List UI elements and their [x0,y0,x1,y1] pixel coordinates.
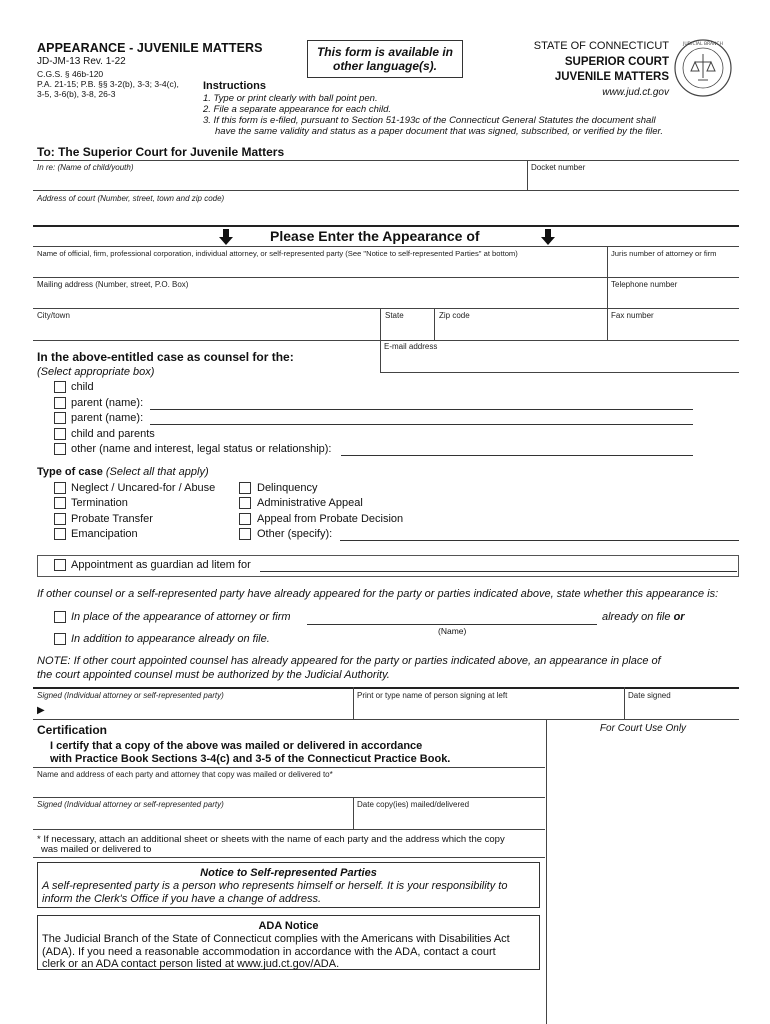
certification-heading: Certification [37,723,108,737]
print-name-label: Print or type name of person signing at left [357,691,508,700]
delinquency-checkbox[interactable] [239,482,251,494]
mailing-field[interactable] [35,291,605,307]
website: www.jud.ct.gov [602,87,669,98]
down-arrow-icon [219,229,233,245]
or-label: or [673,611,685,623]
date-signed-label: Date signed [628,691,671,700]
child-option: child [71,381,94,393]
administrative-appeal-checkbox[interactable] [239,497,251,509]
parent-1-name-field[interactable] [150,409,693,410]
child-checkbox[interactable] [54,381,66,393]
other-case-option: Other (specify): [257,528,333,540]
fax-label: Fax number [611,311,654,320]
case-type-heading-row [37,466,209,478]
probate-transfer-checkbox[interactable] [54,513,66,525]
statute-line-1: C.G.S. § 46b-120 [37,69,104,79]
telephone-label: Telephone number [611,280,678,289]
form-id: JD-JM-13 Rev. 1-22 [37,56,126,67]
zip-field[interactable] [436,322,605,338]
other-name-field[interactable] [341,455,693,456]
date-signed-field[interactable] [626,700,737,718]
footnote-line-1: * If necessary, attach an additional sheet or sheets with the name of each party and the address which the copy [37,834,505,845]
docket-field[interactable] [529,172,737,190]
probate-transfer-option: Probate Transfer [71,513,153,525]
instruction-2: 2. File a separate appearance for each child. [203,104,392,115]
signed-label: Signed (Individual attorney or self-represented party) [37,691,224,700]
neglect-checkbox[interactable] [54,482,66,494]
court-address-field[interactable] [35,204,737,224]
ada-line-1: The Judicial Branch of the State of Connecticut complies with the Americans with Disabilities Act [42,933,510,945]
cert-signed-label: Signed (Individual attorney or self-represented party) [37,800,224,809]
notice-line-1: A self-represented party is a person who represents himself or herself. It is your responsibility to [42,880,508,892]
other-case-field[interactable] [340,540,739,541]
neglect-option: Neglect / Uncared-for / Abuse [71,482,216,494]
name-caption: (Name) [438,626,467,636]
instruction-1: 1. Type or print clearly with ball point pen. [203,93,378,104]
probate-appeal-option: Appeal from Probate Decision [257,513,404,525]
signature-arrow-icon: ▶ [37,705,45,716]
guardian-checkbox[interactable] [54,559,66,571]
statute-line-3: 3-5, 3-6(b), 3-8, 26-3 [37,89,116,99]
email-label: E-mail address [384,342,438,351]
mailing-label: Mailing address (Number, street, P.O. Box) [37,280,189,289]
notice-heading: Notice to Self-represented Parties [200,867,377,879]
svg-text:JUDICIAL BRANCH: JUDICIAL BRANCH [683,42,723,47]
case-type-sub: (Select all that apply) [105,466,209,478]
state-field[interactable] [382,322,432,338]
court-use-label: For Court Use Only [599,723,687,734]
in-place-checkbox[interactable] [54,611,66,623]
email-field[interactable] [382,353,737,371]
in-addition-checkbox[interactable] [54,633,66,645]
ada-notice [37,915,540,970]
in-place-name-field[interactable] [307,624,597,625]
ada-line-2: (ADA). If you need a reasonable accommodation in accordance with the ADA, contact a court [42,946,496,958]
parent-2-name-field[interactable] [150,424,693,425]
state-name: STATE OF CONNECTICUT [533,40,669,52]
already-on-file-row [602,611,685,623]
fax-field[interactable] [609,322,737,338]
self-represented-notice [37,862,540,908]
probate-appeal-checkbox[interactable] [239,513,251,525]
telephone-field[interactable] [609,291,737,307]
language-notice-box[interactable] [307,40,463,78]
child-and-parents-option: child and parents [71,428,155,440]
statute-line-2: P.A. 21-15; P.B. §§ 3-2(b), 3-3; 3-4(c), [37,79,179,89]
form-title: APPEARANCE - JUVENILE MATTERS [37,41,263,55]
name-address-field[interactable] [35,780,543,796]
guardian-name-field[interactable] [260,571,737,572]
to-court-heading: To: The Superior Court for Juvenile Matters [37,145,285,159]
instructions-heading: Instructions [203,80,266,92]
city-label: City/town [37,311,70,320]
in-re-label: In re: (Name of child/youth) [37,163,134,172]
cert-signature-field[interactable] [35,810,350,826]
name-address-label: Name and address of each party and attorney that copy was mailed or delivered to* [37,770,333,779]
parent-2-option: parent (name): [71,412,144,424]
court-name: SUPERIOR COURT [564,56,669,68]
zip-label: Zip code [439,311,470,320]
guardian-option: Appointment as guardian ad litem for [71,559,251,571]
signature-field[interactable] [52,700,350,718]
court-division: JUVENILE MATTERS [554,71,669,83]
emancipation-checkbox[interactable] [54,528,66,540]
ada-line-3: clerk or an ADA contact person listed at www.jud.ct.gov/ADA. [42,958,340,970]
print-name-field[interactable] [355,700,622,718]
state-label: State [385,311,404,320]
language-notice: This form is available in other language(s). [316,45,454,73]
termination-option: Termination [71,497,128,509]
court-use-area [548,738,738,1018]
counsel-heading: In the above-entitled case as counsel for the: [37,350,294,364]
in-addition-option: In addition to appearance already on file. [71,633,270,645]
footnote-line-2: was mailed or delivered to [41,844,152,855]
state-seal [673,38,733,98]
city-field[interactable] [35,322,377,338]
in-place-option: In place of the appearance of attorney or firm [71,611,291,623]
termination-checkbox[interactable] [54,497,66,509]
administrative-appeal-option: Administrative Appeal [257,497,363,509]
certification-line-2: with Practice Book Sections 3-4(c) and 3-5 of the Connecticut Practice Book. [50,753,451,765]
note-line-2: the court appointed counsel must be authorized by the Judicial Authority. [37,669,390,681]
case-type-heading: Type of case [37,466,103,478]
date-copies-field[interactable] [355,810,543,826]
parent-1-checkbox[interactable] [54,397,66,409]
other-case-checkbox[interactable] [239,528,251,540]
in-re-field[interactable] [35,172,525,190]
name-official-field[interactable] [35,260,605,276]
already-on-file: already on file [602,611,671,623]
ada-heading: ADA Notice [258,920,319,932]
certification-line-1: I certify that a copy of the above was mailed or delivered in accordance [50,740,423,752]
child-and-parents-checkbox[interactable] [54,428,66,440]
emancipation-option: Emancipation [71,528,138,540]
notice-line-2: inform the Clerk's Office if you have a change of address. [42,893,322,905]
other-checkbox[interactable] [54,443,66,455]
note-line-1: NOTE: If other court appointed counsel has already appeared for the party or parties indicated above, an appearance in place of [37,655,661,667]
other-counsel-statement: If other counsel or a self-represented party have already appeared for the party or parties indicated above, state whether this appearance is: [37,588,719,600]
date-copies-label: Date copy(ies) mailed/delivered [357,800,470,809]
instruction-3: 3. If this form is e-filed, pursuant to Section 51-193c of the Connecticut General Statutes the document shall [203,115,656,126]
parent-1-option: parent (name): [71,397,144,409]
parent-2-checkbox[interactable] [54,412,66,424]
other-option: other (name and interest, legal status or relationship): [71,443,332,455]
juris-field[interactable] [609,260,737,276]
delinquency-option: Delinquency [257,482,318,494]
juris-label: Juris number of attorney or firm [611,249,717,258]
court-address-label: Address of court (Number, street, town and zip code) [37,194,225,203]
down-arrow-icon [541,229,555,245]
appearance-heading: Please Enter the Appearance of [270,228,480,244]
instruction-3-cont: have the same validity and status as a paper document that was signed, subscribed, or verified by the filer. [215,126,663,137]
counsel-sub: (Select appropriate box) [37,366,155,378]
name-official-label: Name of official, firm, professional corporation, individual attorney, or self-represented party (See "Notice to self-represented Parties" at bottom) [37,249,518,258]
docket-label: Docket number [531,163,586,172]
